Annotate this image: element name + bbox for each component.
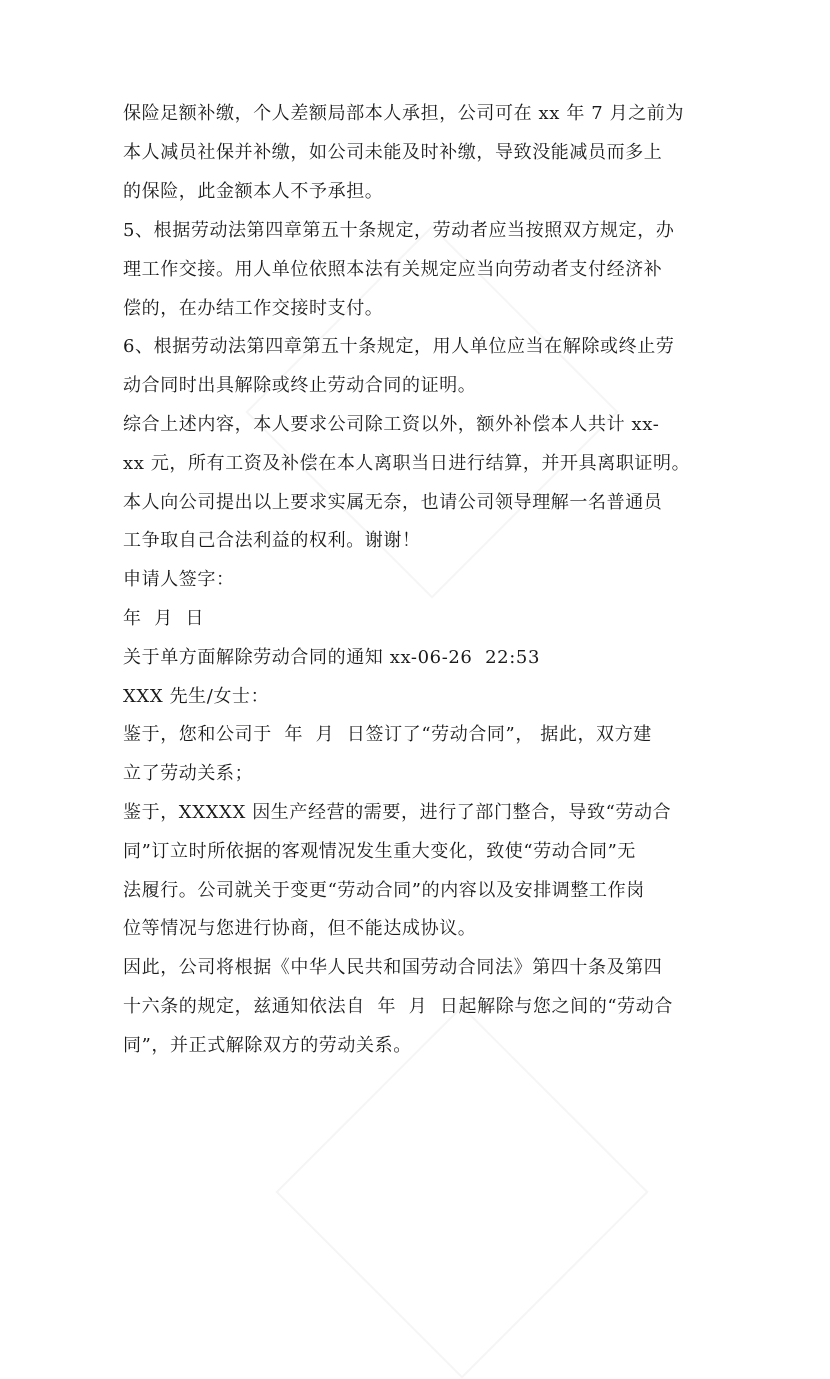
text-line: 6、根据劳动法第四章第五十条规定，用人单位应当在解除或终止劳	[123, 336, 675, 357]
signature-label: 申请人签字：	[123, 569, 235, 590]
text-line: 同”，并正式解除双方的劳动关系。	[123, 1035, 412, 1056]
text-line: 综合上述内容，本人要求公司除工资以外，额外补偿本人共计 xx-	[123, 414, 660, 435]
date-line: 年 月 日	[123, 608, 205, 629]
text-line: 本人向公司提出以上要求实属无奈，也请公司领导理解一名普通员	[123, 492, 663, 513]
text-line: 立了劳动关系；	[123, 763, 254, 784]
text-line: 动合同时出具解除或终止劳动合同的证明。	[123, 375, 477, 396]
text-line: xx 元，所有工资及补偿在本人离职当日进行结算，并开具离职证明。	[123, 453, 691, 474]
text-line: 十六条的规定，兹通知依法自 年 月 日起解除与您之间的“劳动合	[123, 996, 673, 1017]
text-line: 本人减员社保并补缴，如公司未能及时补缴，导致没能减员而多上	[123, 142, 663, 163]
watermark-shape	[275, 1005, 648, 1378]
text-line: 理工作交接。用人单位依照本法有关规定应当向劳动者支付经济补	[123, 259, 663, 280]
salutation: XXX 先生/女士：	[123, 686, 270, 707]
text-line: 位等情况与您进行协商，但不能达成协议。	[123, 918, 477, 939]
text-line: 保险足额补缴，个人差额局部本人承担，公司可在 xx 年 7 月之前为	[123, 103, 685, 124]
text-line: 偿的，在办结工作交接时支付。	[123, 298, 384, 319]
text-line: 鉴于，您和公司于 年 月 日签订了“劳动合同”， 据此，双方建	[123, 724, 652, 745]
text-line: 法履行。公司就关于变更“劳动合同”的内容以及安排调整工作岗	[123, 880, 645, 901]
text-line: 鉴于，XXXXX 因生产经营的需要，进行了部门整合，导致“劳动合	[123, 802, 672, 823]
text-line: 因此，公司将根据《中华人民共和国劳动合同法》第四十条及第四	[123, 957, 663, 978]
text-line: 同”订立时所依据的客观情况发生重大变化，致使“劳动合同”无	[123, 841, 637, 862]
notice-title: 关于单方面解除劳动合同的通知 xx-06-26 22:53	[123, 647, 540, 668]
text-line: 的保险，此金额本人不予承担。	[123, 181, 384, 202]
text-line: 5、根据劳动法第四章第五十条规定，劳动者应当按照双方规定，办	[123, 220, 675, 241]
text-line: 工争取自己合法利益的权利。谢谢！	[123, 530, 421, 551]
